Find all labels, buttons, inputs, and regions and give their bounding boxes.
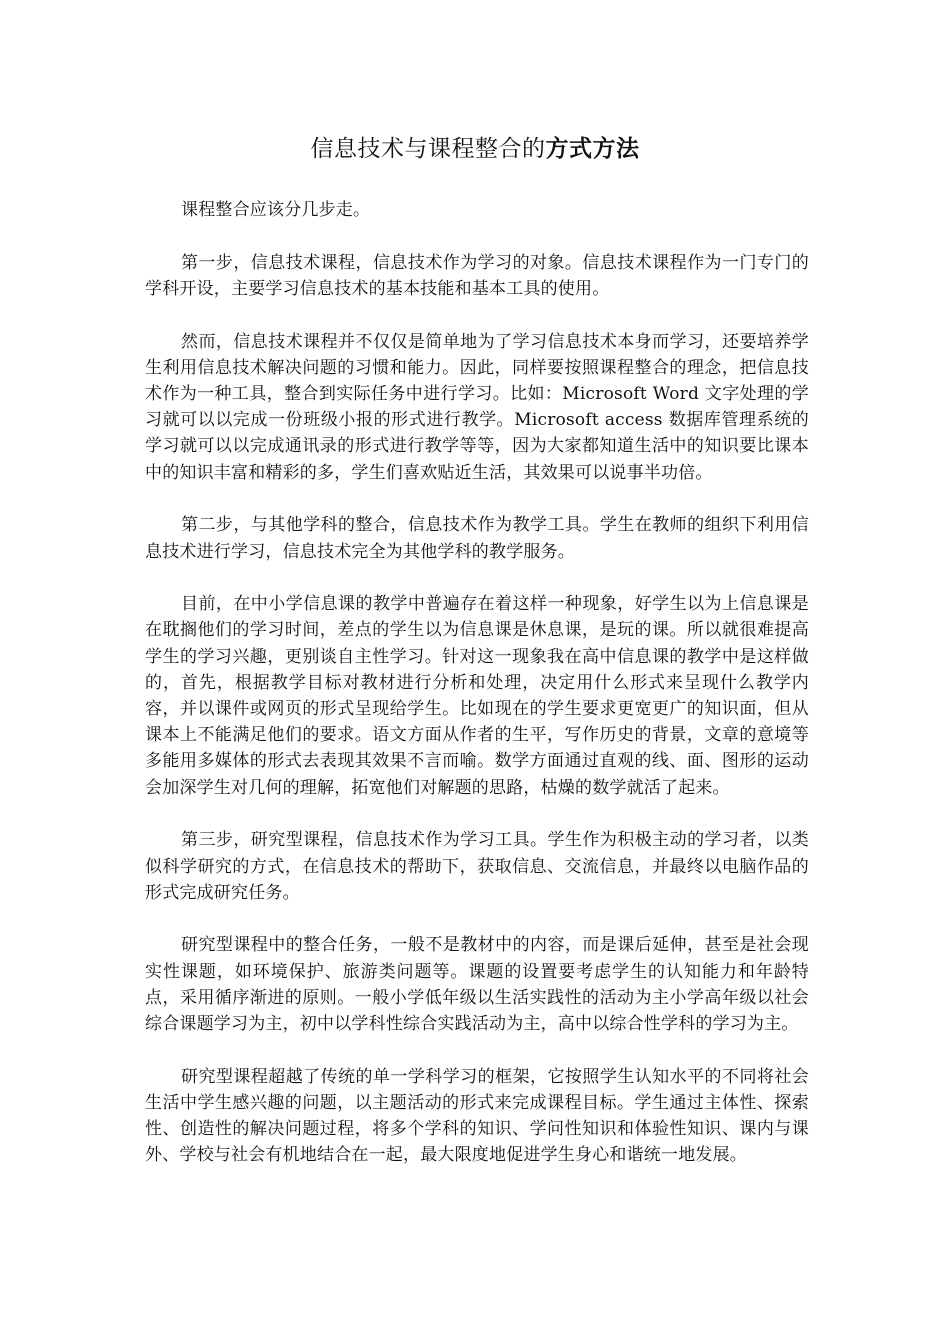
paragraph-step-one: 第一步，信息技术课程，信息技术作为学习的对象。信息技术课程作为一门专门的学科开设，主要学习信息技术的基本技能和基本工具的使用。 bbox=[145, 252, 809, 299]
paragraph-intro: 课程整合应该分几步走。 bbox=[181, 200, 371, 220]
paragraph-step-three-tasks: 研究型课程中的整合任务，一般不是教材中的内容，而是课后延伸，甚至是社会现实性课题，如环境保护、旅游类问题等。课题的设置要考虑学生的认知能力和年龄特点，采用循序渐进的原则。一般小学低年级以生活实践性的活动为主小学高年级以社会综合课题学习为主，初中以学科性综合实践活动为主，高中以综合性学科的学习为主。 bbox=[145, 935, 809, 1035]
paragraph-step-three: 第三步，研究型课程，信息技术作为学习工具。学生作为积极主动的学习者，以类似科学研究的方式，在信息技术的帮助下，获取信息、交流信息，并最终以电脑作品的形式完成研究任务。 bbox=[145, 830, 809, 903]
title-bold-part: 方式方法 bbox=[545, 135, 640, 162]
paragraph-step-two: 第二步，与其他学科的整合，信息技术作为教学工具。学生在教师的组织下利用信息技术进行学习，信息技术完全为其他学科的教学服务。 bbox=[145, 515, 809, 562]
paragraph-step-two-detail: 目前，在中小学信息课的教学中普遍存在着这样一种现象，好学生以为上信息课是在耽搁他们的学习时间，差点的学生以为信息课是休息课，是玩的课。所以就很难提高学生的学习兴趣，更别谈自主性学习。针对这一现象我在高中信息课的教学中是这样做的，首先，根据教学目标对教材进行分析和处理，决定用什么形式来呈现什么教学内容，并以课件或网页的形式呈现给学生。比如现在的学生要求更宽更广的知识面，但从课本上不能满足他们的要求。语文方面从作者的生平，写作历史的背景，文章的意境等多能用多媒体的形式去表现其效果不言而喻。数学方面通过直观的线、面、图形的运动会加深学生对几何的理解，拓宽他们对解题的思路，枯燥的数学就活了起来。 bbox=[145, 594, 809, 798]
document-body bbox=[145, 197, 809, 1169]
paragraph-step-three-summary: 研究型课程超越了传统的单一学科学习的框架，它按照学生认知水平的不同将社会生活中学生感兴趣的问题，以主题活动的形式来完成课程目标。学生通过主体性、探索性、创造性的解决问题过程，将多个学科的知识、学问性知识和体验性知识、课内与课外、学校与社会有机地结合在一起，最大限度地促进学生身心和谐统一地发展。 bbox=[145, 1066, 809, 1166]
paragraph-step-one-detail: 然而，信息技术课程并不仅仅是简单地为了学习信息技术本身而学习，还要培养学生利用信息技术解决问题的习惯和能力。因此，同样要按照课程整合的理念，把信息技术作为一种工具，整合到实际任务中进行学习。比如：Microsoft Word 文字处理的学习就可以以完成一份班级小报的形式进行教学。Microsoft access 数据库管理系统的学习就可以以完成通讯录的形式进行教学等等，因为大家都知道生活中的知识要比课本中的知识丰富和精彩的多，学生们喜欢贴近生活，其效果可以说事半功倍。 bbox=[145, 331, 809, 483]
document-title bbox=[145, 132, 805, 166]
title-regular-part: 信息技术与课程整合的 bbox=[310, 136, 546, 162]
